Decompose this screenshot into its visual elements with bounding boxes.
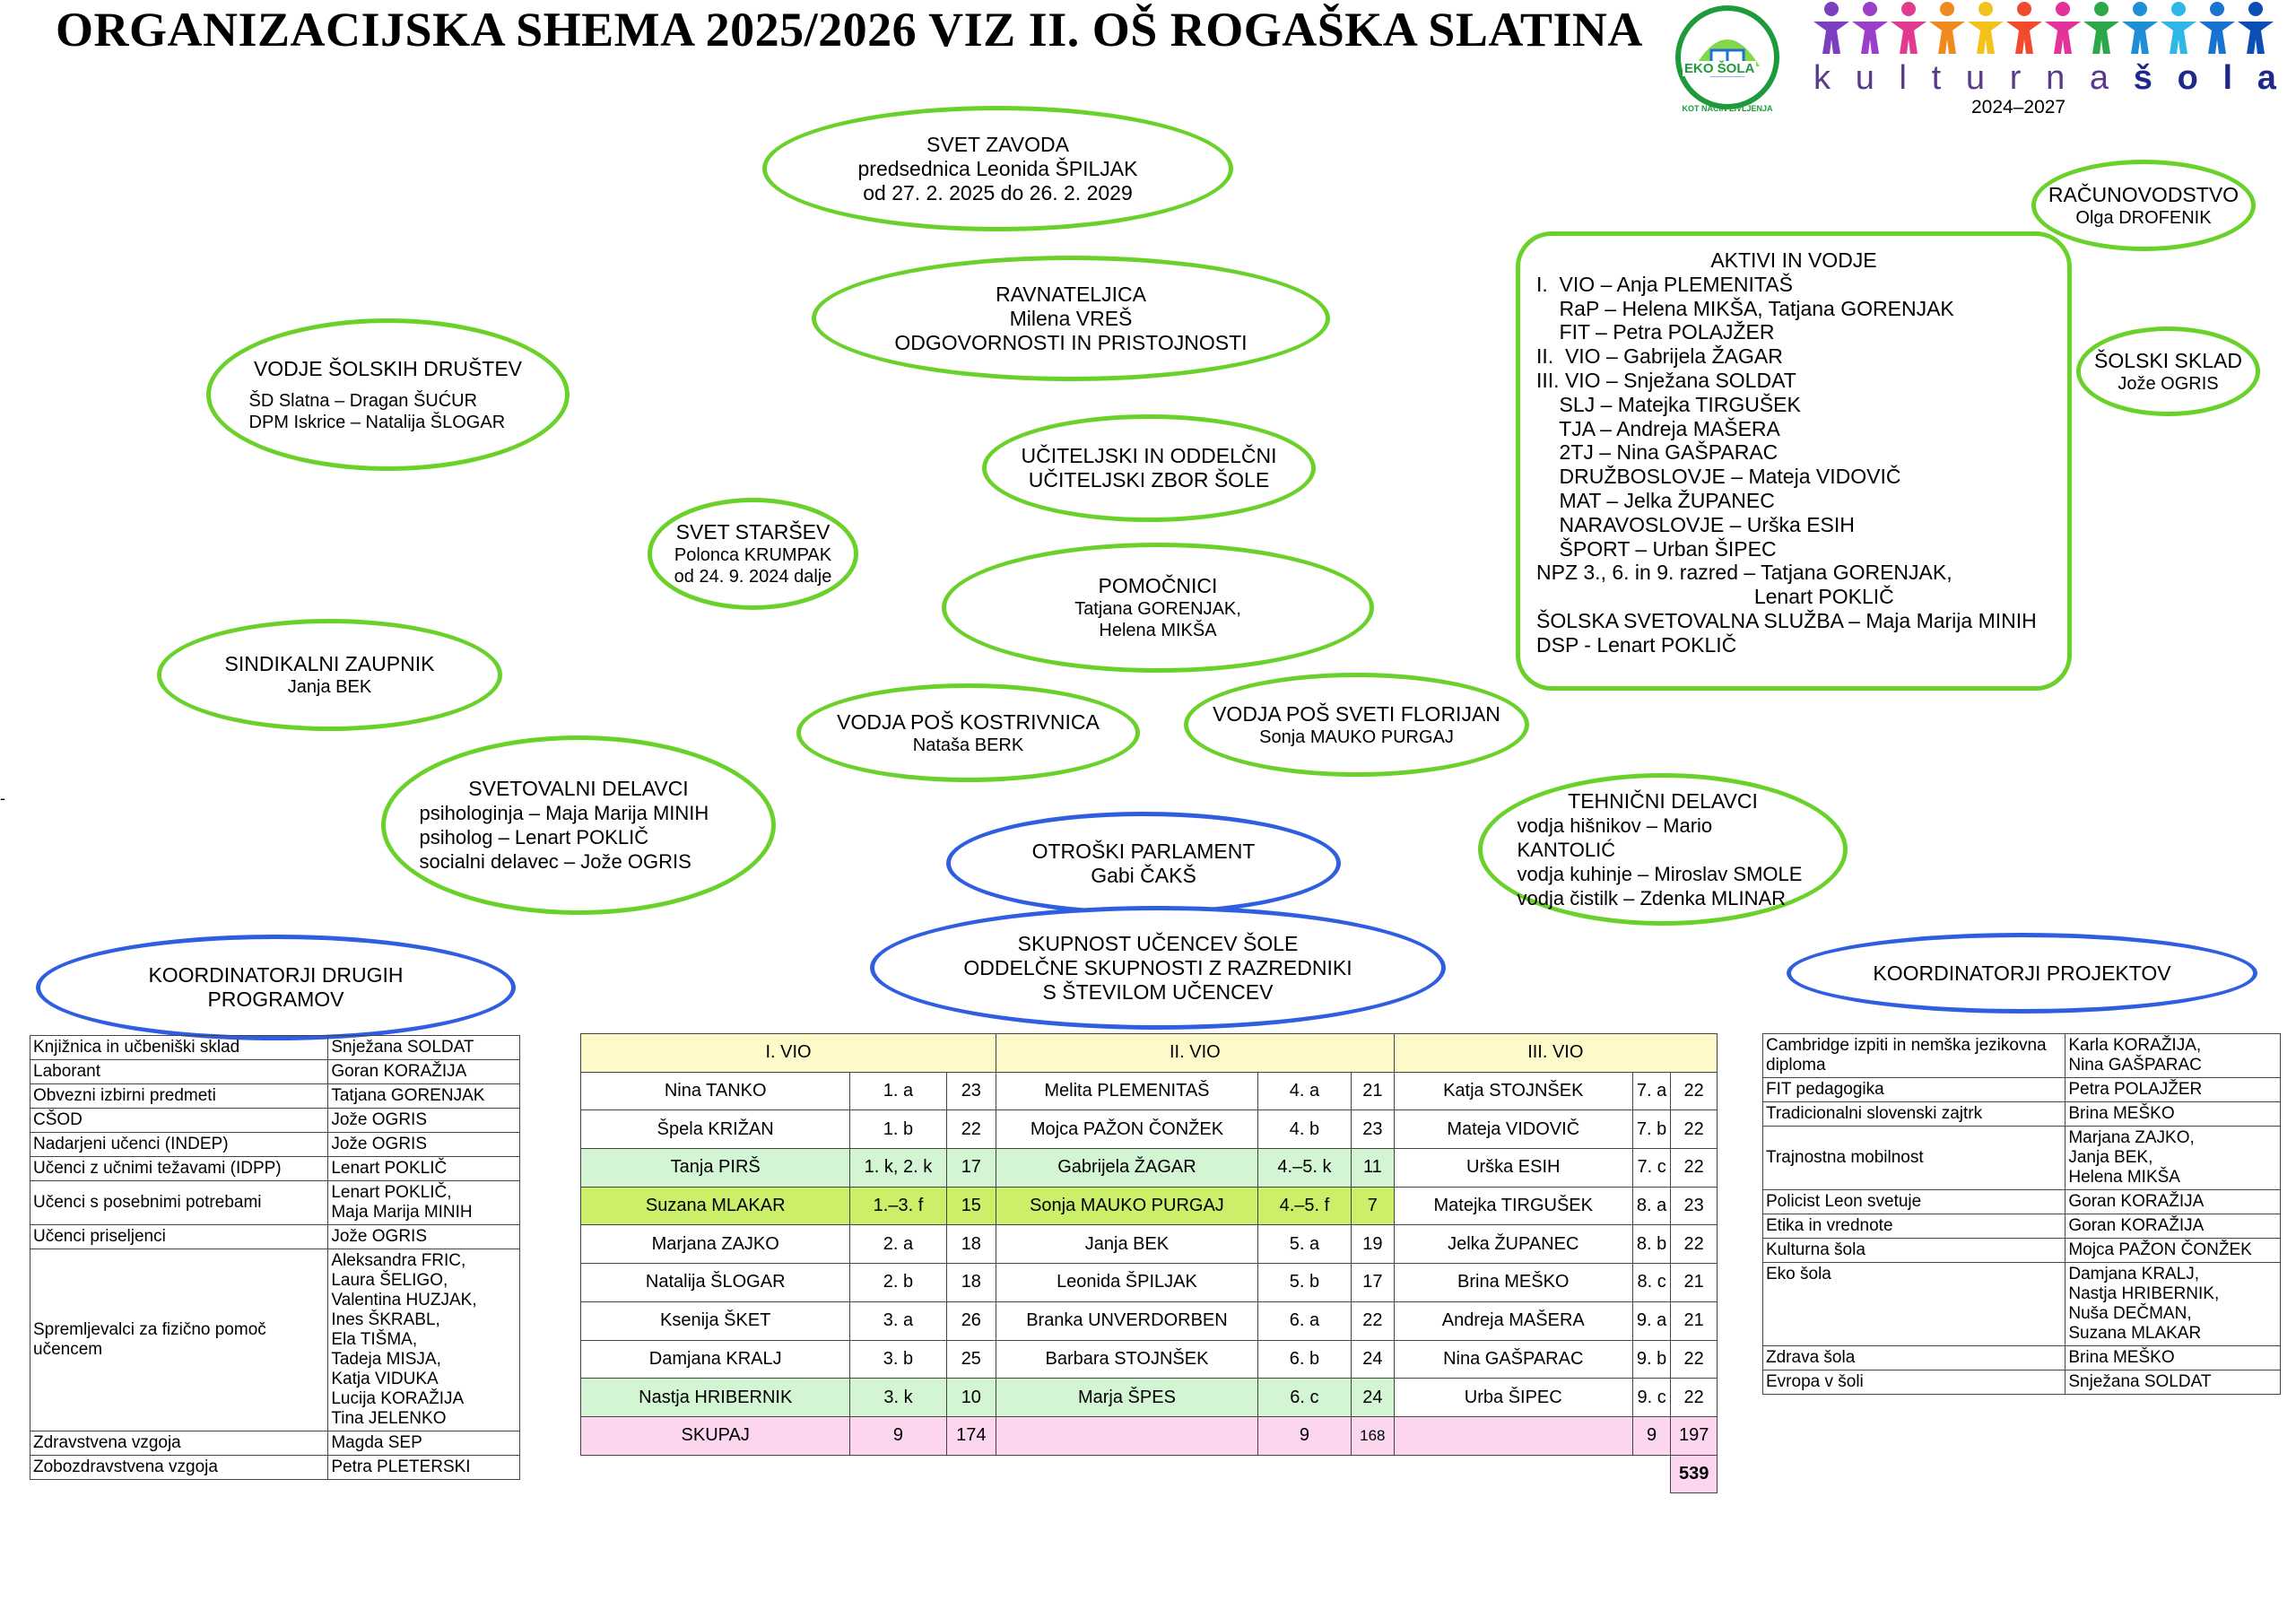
svetovalni-line2: psiholog – Lenart POKLIČ [419,826,649,848]
total-cell: 197 [1671,1416,1718,1455]
class-cell: 9. b [1632,1340,1670,1379]
class-cell: 23 [1352,1110,1395,1149]
class-cell: 26 [946,1301,996,1340]
class-cell: 9. a [1632,1301,1670,1340]
program-name: Trajnostna mobilnost [1763,1127,2066,1190]
table-row [30,1060,520,1084]
class-cell: 2. b [850,1264,946,1302]
program-name: Eko šola [1763,1263,2066,1346]
vodje-solskih-drustev [206,318,570,471]
table-row [30,1431,520,1456]
class-cell: 6. c [1257,1379,1351,1417]
aktivi-line: ŠOLSKA SVETOVALNA SLUŽBA – Maja Marija MINIH [1536,608,2037,632]
koordinatorji-projektov-table [1762,1033,2281,1395]
coordinator-name: Brina MEŠKO [2066,1102,2281,1127]
program-name: Učenci priseljenci [30,1225,328,1249]
class-row [581,1072,1718,1110]
table-row [1763,1239,2281,1263]
kultura-letter: t [1931,59,1942,97]
table-row [1763,1127,2281,1190]
class-cell: 5. a [1257,1225,1351,1264]
program-name: FIT pedagogika [1763,1078,2066,1102]
table-row [30,1036,520,1060]
program-name: Kulturna šola [1763,1239,2066,1263]
coordinator-name: Petra POLAJŽER [2066,1078,2281,1102]
program-name: Učenci z učnimi težavami (IDPP) [30,1157,328,1181]
class-cell: Andreja MAŠERA [1394,1301,1632,1340]
eko-sola-name: EKO ŠOLA [1684,61,1755,76]
kultura-letter: š [2133,59,2152,97]
tehnicni-title: TEHNIČNI DELAVCI [1568,788,1758,813]
class-cell: 5. b [1257,1264,1351,1302]
class-cell: 21 [1671,1264,1718,1302]
class-cell: Nina GAŠPARAC [1394,1340,1632,1379]
class-cell: 4.–5. f [1257,1187,1351,1225]
oddelcne-skupnosti-table [580,1033,1718,1493]
aktivi-line: NPZ 3., 6. in 9. razred – Tatjana GORENJAK, [1536,561,1952,585]
aktivi-line: FIT – Petra POLAJŽER [1536,320,1775,344]
class-cell: 6. a [1257,1301,1351,1340]
ravnateljica-name: Milena VREŠ [1009,306,1133,330]
vodje-drustev-line1: ŠD Slatna – Dragan ŠUĆUR [248,390,478,411]
svet-starsev-line: od 24. 9. 2024 dalje [674,567,832,587]
kultura-figure [2161,2,2196,54]
kultura-figure [2199,2,2235,54]
vio-header: III. VIO [1394,1034,1717,1073]
coordinator-name: Snježana SOLDAT [2066,1370,2281,1395]
total-cell: 174 [946,1416,996,1455]
empty-cell [1257,1455,1351,1493]
svetovalni-title: SVETOVALNI DELAVCI [468,777,689,800]
coordinator-name: Mojca PAŽON ČONŽEK [2066,1239,2281,1263]
class-cell: Jelka ŽUPANEC [1394,1225,1632,1264]
table-row [30,1249,520,1431]
kultura-figure [2045,2,2081,54]
class-cell: 2. a [850,1225,946,1264]
kultura-letter: k [1813,59,1831,97]
program-name: Zdravstvena vzgoja [30,1431,328,1456]
program-name: Tradicionalni slovenski zajtrk [1763,1102,2066,1127]
koordinatorji-projektov-title: KOORDINATORJI PROJEKTOV [1873,961,2171,985]
kultura-figure [1813,2,1849,54]
koordinatorji-drugih-programov [36,935,516,1040]
kulturna-sola-letters [1813,59,2276,98]
class-cell: Brina MEŠKO [1394,1264,1632,1302]
kultura-figure [2122,2,2158,54]
kultura-figure [1891,2,1926,54]
pomocnici [942,543,1374,673]
aktivi-line: II. VIO – Gabrijela ŽAGAR [1536,344,1783,369]
table-row [30,1084,520,1109]
coordinator-name: Damjana KRALJ, Nastja HRIBERNIK, Nuša DEČMAN, Suzana MLAKAR [2066,1263,2281,1346]
class-cell: 3. b [850,1340,946,1379]
program-name: Učenci s posebnimi potrebami [30,1181,328,1225]
class-cell: Špela KRIŽAN [581,1110,850,1149]
total-cell: 9 [1257,1416,1351,1455]
coordinator-name: Goran KORAŽIJA [2066,1214,2281,1239]
svet-starsev-title: SVET STARŠEV [675,520,831,544]
svet-zavoda-line1: predsednica Leonida ŠPILJAK [857,156,1138,180]
class-row [581,1149,1718,1188]
solski-sklad-name: Jože OGRIS [2118,373,2219,394]
total-cell: 168 [1352,1416,1395,1455]
kultura-letter: a [2089,59,2109,97]
class-cell: 17 [946,1149,996,1188]
class-cell: 17 [1352,1264,1395,1302]
total-cell [1394,1416,1632,1455]
sindikalni-name: Janja BEK [287,677,372,697]
eko-sola-tagline: KOT NAČIN ŽIVLJENJA [1682,104,1773,113]
kultura-figure [1929,2,1965,54]
class-cell: Branka UNVERDORBEN [996,1301,1258,1340]
class-cell: 22 [1671,1379,1718,1417]
svetovalni-delavci [381,735,776,915]
coordinator-name: Karla KORAŽIJA, Nina GAŠPARAC [2066,1034,2281,1078]
vodje-drustev-title: VODJE ŠOLSKIH DRUŠTEV [253,356,523,380]
pomocnici-line2: Helena MIKŠA [1099,621,1217,640]
tehnicni-line2: vodja kuhinje – Miroslav SMOLE [1517,862,1803,885]
aktivi-line: I. VIO – Anja PLEMENITAŠ [1536,272,1793,296]
coordinator-name: Goran KORAŽIJA [328,1060,520,1084]
coordinator-name: Marjana ZAJKO, Janja BEK, Helena MIKŠA [2066,1127,2281,1190]
class-cell: Marja ŠPES [996,1379,1258,1417]
class-cell: 4. a [1257,1072,1351,1110]
class-cell: 1. a [850,1072,946,1110]
pomocnici-line1: Tatjana GORENJAK, [1074,599,1241,619]
coordinator-name: Goran KORAŽIJA [2066,1190,2281,1214]
class-cell: Tanja PIRŠ [581,1149,850,1188]
koordinatorji-drugih-line1: KOORDINATORJI DRUGIH [148,963,404,987]
kultura-letter: u [1965,59,1986,97]
total-cell: 9 [1632,1416,1670,1455]
edge-mark: - [0,789,5,807]
aktivi-line: SLJ – Matejka TIRGUŠEK [1536,392,1801,416]
class-cell: Mateja VIDOVIČ [1394,1110,1632,1149]
kultura-figure [2238,2,2274,54]
class-row [581,1110,1718,1149]
tehnicni-line1: vodja hišnikov – Mario KANTOLIĆ [1517,814,1713,861]
class-cell: 23 [946,1072,996,1110]
grand-total-row [581,1455,1718,1493]
empty-cell [1394,1455,1632,1493]
class-cell: Katja STOJNŠEK [1394,1072,1632,1110]
class-cell: 7. a [1632,1072,1670,1110]
class-cell: Ksenija ŠKET [581,1301,850,1340]
ravnateljica-title: RAVNATELJICA [996,282,1146,306]
sindikalni-zaupnik [157,619,502,731]
program-name: CŠOD [30,1109,328,1133]
total-row [581,1416,1718,1455]
page-title: ORGANIZACIJSKA SHEMA 2025/2026 VIZ II. OŠ ROGAŠKA SLATINA [56,3,1643,57]
table-row [1763,1102,2281,1127]
empty-cell [1352,1455,1395,1493]
aktivi-line: MAT – Jelka ŽUPANEC [1536,488,1775,512]
racunovodstvo [2031,160,2256,251]
table-row [1763,1034,2281,1078]
class-cell: Mojca PAŽON ČONŽEK [996,1110,1258,1149]
program-name: Knjižnica in učbeniški sklad [30,1036,328,1060]
class-cell: 25 [946,1340,996,1379]
class-cell: Urba ŠIPEC [1394,1379,1632,1417]
svet-zavoda [762,106,1233,231]
svet-zavoda-line2: od 27. 2. 2025 do 26. 2. 2029 [863,180,1133,204]
coordinator-name: Magda SEP [328,1431,520,1456]
kulturna-sola-years: 2024–2027 [1971,97,2066,117]
kultura-letter: u [1855,59,1874,97]
table-row [1763,1078,2281,1102]
koordinatorji-drugih-table [30,1035,520,1480]
coordinator-name: Jože OGRIS [328,1133,520,1157]
class-cell: Gabrijela ŽAGAR [996,1149,1258,1188]
class-cell: 18 [946,1264,996,1302]
empty-cell [946,1455,996,1493]
class-cell: 8. b [1632,1225,1670,1264]
vodje-drustev-line2: DPM Iskrice – Natalija ŠLOGAR [248,412,506,432]
uciteljski-zbor-line1: UČITELJSKI IN ODDELČNI [1021,444,1277,467]
coordinator-name: Snježana SOLDAT [328,1036,520,1060]
ravnateljica-line: ODGOVORNOSTI IN PRISTOJNOSTI [894,330,1248,354]
table-row [30,1225,520,1249]
program-name: Cambridge izpiti in nemška jezikovna diploma [1763,1034,2066,1078]
table-row [30,1456,520,1480]
kultura-letter: a [2257,59,2276,97]
class-cell: Janja BEK [996,1225,1258,1264]
class-cell: 4.–5. k [1257,1149,1351,1188]
tehnicni-line3: vodja čistilk – Zdenka MLINAR [1517,886,1787,909]
coordinator-name: Petra PLETERSKI [328,1456,520,1480]
aktivi-line: ŠPORT – Urban ŠIPEC [1536,536,1777,561]
eko-sola-logo [1670,4,1785,118]
class-row [581,1340,1718,1379]
class-row [581,1264,1718,1302]
kultura-letter: r [2009,59,2022,97]
grand-total: 539 [1671,1455,1718,1493]
class-cell: Leonida ŠPILJAK [996,1264,1258,1302]
class-cell: 7. b [1632,1110,1670,1149]
class-cell: 23 [1671,1187,1718,1225]
total-cell [996,1416,1258,1455]
kultura-letter: l [1899,59,1907,97]
class-cell: Damjana KRALJ [581,1340,850,1379]
skupnost-line2: ODDELČNE SKUPNOSTI Z RAZREDNIKI [963,955,1352,979]
kulturna-sola-figures [1812,0,2278,56]
class-cell: 7 [1352,1187,1395,1225]
vodja-pos-sveti-florijan [1184,673,1529,777]
class-cell: 22 [1352,1301,1395,1340]
program-name: Zdrava šola [1763,1346,2066,1370]
class-cell: 19 [1352,1225,1395,1264]
table-row [30,1109,520,1133]
class-row [581,1301,1718,1340]
aktivi-title: AKTIVI IN VODJE [1710,248,1877,272]
table-header-row [581,1034,1718,1073]
class-cell: Barbara STOJNŠEK [996,1340,1258,1379]
class-cell: 21 [1671,1301,1718,1340]
class-cell: 22 [946,1110,996,1149]
program-name: Policist Leon svetuje [1763,1190,2066,1214]
kultura-letter: l [2222,59,2233,97]
uciteljski-zbor-line2: UČITELJSKI ZBOR ŠOLE [1028,468,1270,492]
class-cell: 22 [1671,1225,1718,1264]
program-name: Obvezni izbirni predmeti [30,1084,328,1109]
skupnost-line3: S ŠTEVILOM UČENCEV [1042,979,1274,1004]
koordinatorji-projektov [1787,933,2257,1014]
class-cell: 8. c [1632,1264,1670,1302]
aktivi-line: III. VIO – Snježana SOLDAT [1536,368,1796,392]
koordinatorji-drugih-line2: PROGRAMOV [207,988,344,1011]
table-row [1763,1190,2281,1214]
class-cell: 24 [1352,1340,1395,1379]
ravnateljica [812,256,1330,381]
total-label: SKUPAJ [581,1416,850,1455]
sindikalni-title: SINDIKALNI ZAUPNIK [224,652,435,675]
table-row [30,1157,520,1181]
class-cell: 22 [1671,1072,1718,1110]
vodja-pos-kostrivnica [796,683,1140,782]
racunovodstvo-name: Olga DROFENIK [2075,207,2212,228]
kulturna-sola-logo [1812,0,2278,121]
class-row [581,1187,1718,1225]
class-cell: Melita PLEMENITAŠ [996,1072,1258,1110]
class-cell: 8. a [1632,1187,1670,1225]
svet-starsev [648,498,858,610]
class-cell: 3. a [850,1301,946,1340]
uciteljski-zbor [982,414,1316,522]
table-row [1763,1370,2281,1395]
program-name: Evropa v šoli [1763,1370,2066,1395]
aktivi-lines [1536,273,2051,657]
class-cell: 22 [1671,1149,1718,1188]
class-cell: 1.–3. f [850,1187,946,1225]
class-cell: Marjana ZAJKO [581,1225,850,1264]
skupnost-ucencev [870,906,1446,1030]
racunovodstvo-title: RAČUNOVODSTVO [2048,182,2239,206]
empty-cell [996,1455,1258,1493]
class-cell: 21 [1352,1072,1395,1110]
florijan-name: Sonja MAUKO PURGAJ [1259,727,1454,747]
kultura-letter: n [2046,59,2066,97]
parlament-title: OTROŠKI PARLAMENT [1031,839,1256,863]
class-cell: Nastja HRIBERNIK [581,1379,850,1417]
vio-header: I. VIO [581,1034,996,1073]
svetovalni-line3: socialni delavec – Jože OGRIS [419,850,691,873]
class-cell: Matejka TIRGUŠEK [1394,1187,1632,1225]
program-name: Etika in vrednote [1763,1214,2066,1239]
tehnicni-delavci [1478,773,1848,926]
skupnost-line1: SKUPNOST UČENCEV ŠOLE [1017,931,1299,955]
class-cell: 10 [946,1379,996,1417]
florijan-title: VODJA POŠ SVETI FLORIJAN [1213,701,1500,726]
aktivi-in-vodje [1516,231,2072,691]
aktivi-line: NARAVOSLOVJE – Urška ESIH [1536,512,1855,536]
table-row [30,1181,520,1225]
class-cell: 22 [1671,1110,1718,1149]
coordinator-name: Tatjana GORENJAK [328,1084,520,1109]
table-row [30,1133,520,1157]
class-row [581,1225,1718,1264]
coordinator-name: Aleksandra FRIC, Laura ŠELIGO, Valentina HUZJAK, Ines ŠKRABL, Ela TIŠMA, Tadeja MISJA, Katja VIDUKA Lucija KORAŽIJA Tina JELENKO [328,1249,520,1431]
class-cell: 1. k, 2. k [850,1149,946,1188]
empty-cell [1632,1455,1670,1493]
class-cell: 6. b [1257,1340,1351,1379]
pomocnici-title: POMOČNICI [1098,574,1218,597]
class-cell: 7. c [1632,1149,1670,1188]
aktivi-line: TJA – Andreja MAŠERA [1536,416,1780,440]
svetovalni-line1: psihologinja – Maja Marija MINIH [419,802,709,824]
coordinator-name: Jože OGRIS [328,1225,520,1249]
table-row [1763,1263,2281,1346]
solski-sklad-title: ŠOLSKI SKLAD [2094,348,2242,372]
kultura-figure [2006,2,2042,54]
coordinator-name: Lenart POKLIČ, Maja Marija MINIH [328,1181,520,1225]
kostrivnica-title: VODJA POŠ KOSTRIVNICA [837,709,1100,734]
class-cell: 4. b [1257,1110,1351,1149]
aktivi-line: Lenart POKLIČ [1536,585,1894,609]
class-cell: 24 [1352,1379,1395,1417]
kultura-figure [2083,2,2119,54]
kultura-figure [1852,2,1888,54]
aktivi-line: 2TJ – Nina GAŠPARAC [1536,440,1779,465]
table-row [1763,1346,2281,1370]
aktivi-line: DRUŽBOSLOVJE – Mateja VIDOVIČ [1536,465,1901,489]
program-name: Laborant [30,1060,328,1084]
svet-zavoda-title: SVET ZAVODA [926,132,1069,156]
program-name: Spremljevalci za fizično pomoč učencem [30,1249,328,1431]
class-cell: Suzana MLAKAR [581,1187,850,1225]
class-cell: Nina TANKO [581,1072,850,1110]
program-name: Zobozdravstvena vzgoja [30,1456,328,1480]
aktivi-line: DSP - Lenart POKLIČ [1536,632,1737,657]
parlament-name: Gabi ČAKŠ [1091,863,1196,887]
class-cell: 1. b [850,1110,946,1149]
otroski-parlament [946,812,1341,915]
coordinator-name: Jože OGRIS [328,1109,520,1133]
kultura-figure [1968,2,2004,54]
coordinator-name: Brina MEŠKO [2066,1346,2281,1370]
kultura-letter: o [2177,59,2198,97]
vio-header: II. VIO [996,1034,1395,1073]
class-cell: Natalija ŠLOGAR [581,1264,850,1302]
table-row [1763,1214,2281,1239]
class-cell: 22 [1671,1340,1718,1379]
kostrivnica-name: Nataša BERK [912,735,1024,755]
class-cell: Urška ESIH [1394,1149,1632,1188]
coordinator-name: Lenart POKLIČ [328,1157,520,1181]
aktivi-line: RaP – Helena MIKŠA, Tatjana GORENJAK [1536,296,1954,320]
empty-cell [581,1455,850,1493]
class-cell: 9. c [1632,1379,1670,1417]
total-cell: 9 [850,1416,946,1455]
class-cell: Sonja MAUKO PURGAJ [996,1187,1258,1225]
class-cell: 18 [946,1225,996,1264]
class-row [581,1379,1718,1417]
class-cell: 11 [1352,1149,1395,1188]
class-cell: 15 [946,1187,996,1225]
class-cell: 3. k [850,1379,946,1417]
solski-sklad [2076,326,2260,416]
svet-starsev-name: Polonca KRUMPAK [674,545,832,565]
program-name: Nadarjeni učenci (INDEP) [30,1133,328,1157]
empty-cell [850,1455,946,1493]
